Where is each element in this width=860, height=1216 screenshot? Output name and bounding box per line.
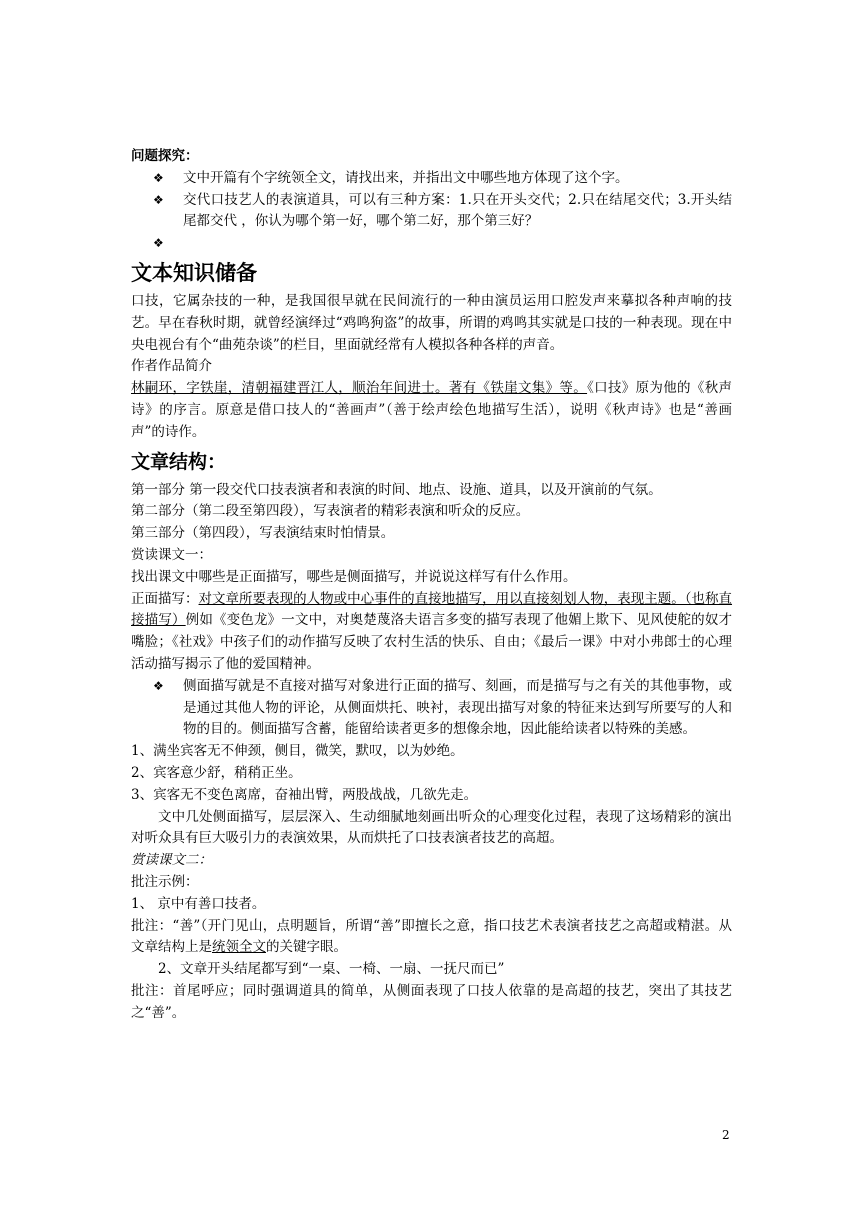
front-description-paragraph	[131, 589, 732, 676]
annotation-sample-label: 批注示例：	[131, 873, 199, 890]
knowledge-paragraph: 口技，它属杂技的一种，是我国很早就在民间流行的一种由演员运用口腔发声来摹拟各种声响的技艺。早在春秋时期，就曾经演绎过“鸡鸣狗盗”的故事，所谓的鸡鸣其实就是口技的一种表现。现在中央电视台有个“曲苑杂谈”的栏目，里面就经常有人模拟各种各样的声音。	[131, 292, 732, 353]
author-underlined: 林嗣环，字铁崖，清朝福建晋江人，顺治年间进士。著有《铁崖文集》等。	[131, 380, 588, 397]
appreciation1-question: 找出课文中哪些是正面描写，哪些是侧面描写，并说说这样写有什么作用。	[131, 568, 577, 585]
page-number: 2	[722, 1128, 730, 1142]
author-rest: 《口技》原为他的《秋声诗》的序言。原意是借口技人的“善画声”（善于绘声绘色地描写生活），说明《秋声诗》也是“善画声”的诗作。	[131, 380, 733, 440]
side-example-2: 2、宾客意少舒，稍稍正坐。	[131, 764, 302, 781]
page-content	[131, 146, 732, 1024]
appreciation2-title: 赏读课文二：	[131, 852, 212, 869]
problem-question-1: ❖ 文中开篇有个字统领全文，请找出来，并指出文中哪些地方体现了这个字。	[131, 168, 732, 190]
side-description-bullet: ❖ 侧面描写就是不直接对描写对象进行正面的描写、刻画，而是描写与之有关的其他事物，或是通过其他人物的评论，从侧面烘托、映衬，表现出描写对象的特征来达到写所要写的人和物的目的。侧面描写含蓄，能留给读者更多的想像余地，因此能给读者以特殊的美感。	[153, 677, 732, 738]
problem-title: 问题探究：	[131, 148, 199, 164]
structure-heading: 文章结构：	[131, 450, 227, 473]
annotation-note-2: 批注：首尾呼应；同时强调道具的简单，从侧面表现了口技人依靠的是高超的技艺，突出了其技艺之“善”。	[131, 982, 732, 1021]
annotation-item-1: 1、 京中有善口技者。	[131, 895, 266, 912]
structure-part-1: 第一部分 第一段交代口技表演者和表演的时间、地点、设施、道具，以及开演前的气氛。	[131, 481, 662, 498]
diamond-bullet-icon: ❖	[153, 236, 164, 251]
author-paragraph	[131, 378, 732, 443]
diamond-bullet-icon: ❖	[153, 192, 164, 207]
annotation-item-2: 2、文章开头结尾都写到“一桌、一椅、一扇、一抚尺而已”	[158, 961, 505, 978]
side-example-1: 1、满坐宾客无不伸颈，侧目，微笑，默叹，以为妙绝。	[131, 743, 464, 760]
structure-part-2: 第二部分（第二段至第四段），写表演者的精彩表演和听众的反应。	[131, 503, 530, 520]
problem-question-2: ❖ 交代口技艺人的表演道具，可以有三种方案：1.只在开头交代；2.只在结尾交代；3.开头结尾都交代 ，你认为哪个第一好，哪个第二好，那个第三好？	[153, 191, 732, 230]
structure-part-3: 第三部分（第四段），写表演结束时怕情景。	[131, 525, 395, 542]
front-description-rest: 例如《变色龙》一文中，对奥楚蔑洛夫语言多变的描写表现了他媚上欺下、见风使舵的奴才嘴脸；《社戏》中孩子们的动作描写反映了农村生活的快乐、自由；《最后一课》中对小弗郎士的心理活动描写揭示了他的爱国精神。	[131, 612, 733, 672]
diamond-bullet-icon: ❖	[153, 678, 164, 693]
diamond-bullet-icon: ❖	[153, 170, 164, 185]
author-label: 作者作品简介	[131, 358, 212, 375]
annotation-note-1-underlined: 统领全文	[212, 939, 266, 956]
knowledge-heading: 文本知识储备	[131, 260, 257, 285]
side-example-3: 3、宾客无不变色离席，奋袖出臂，两股战战，几欲先走。	[131, 786, 478, 803]
annotation-note-1: 批注：“善”（开门见山，点明题旨，所谓“善”即擅长之意，指口技艺术表演者技艺之高超或精湛。从文章结构上是统领全文的关键字眼。	[131, 917, 732, 956]
appreciation1-title: 赏读课文一：	[131, 546, 212, 563]
problem-question-empty	[131, 233, 732, 255]
side-summary: 文中几处侧面描写，层层深入、生动细腻地刻画出听众的心理变化过程，表现了这场精彩的演出对听众具有巨大吸引力的表演效果，从而烘托了口技表演者技艺的高超。	[131, 808, 732, 847]
front-description-underlined: 对文章所要表现的人物或中心事件的直接地描写，用以直接刻划人物，表现主题。（也称直接描写）	[131, 590, 733, 629]
front-description-label: 正面描写：	[131, 590, 199, 607]
